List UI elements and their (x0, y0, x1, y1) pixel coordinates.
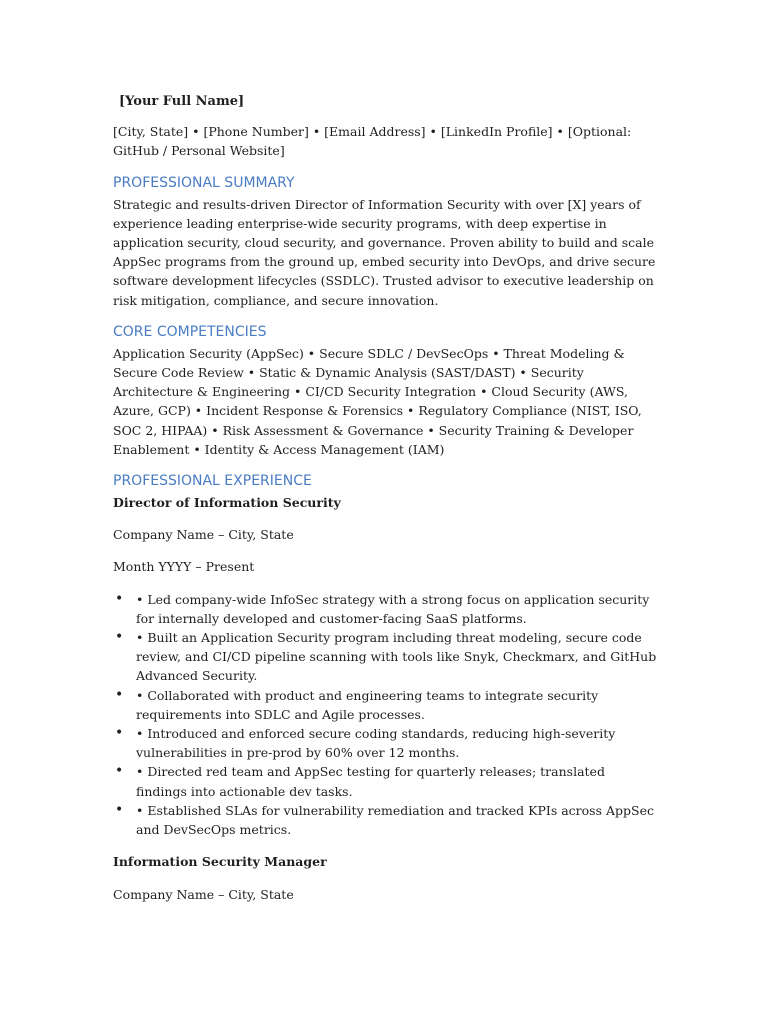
list-item (113, 628, 658, 686)
bullet-text: • Led company-wide InfoSec strategy with a strong focus on application security for internally developed and customer-facing SaaS platforms. (136, 591, 650, 626)
summary-text: Strategic and results-driven Director of Information Security with over [X] years of experience leading enterprise-wide security programs, with deep expertise in application security, cloud security, and governance. Proven ability to build and scale AppSec programs from the ground up, embed security into DevOps, and drive secure software development lifecycles (SSDLC). Trusted advisor to executive leadership on risk mitigation, compliance, and secure innovation. (113, 196, 656, 308)
job-title: Information Security Manager (113, 854, 327, 870)
competencies-heading: CORE COMPETENCIES (113, 323, 267, 340)
list-item (113, 590, 658, 628)
experience-heading: PROFESSIONAL EXPERIENCE (113, 473, 312, 490)
job-title: Director of Information Security (113, 495, 341, 511)
job-company: Company Name – City, State (113, 886, 294, 902)
list-item (113, 762, 658, 800)
list-item (113, 801, 658, 839)
full-name: [Your Full Name] (119, 94, 245, 109)
bullet-dot-icon: • (115, 629, 124, 646)
job-company: Company Name – City, State (113, 527, 294, 543)
bullet-text: • Introduced and enforced secure coding standards, reducing high-severity vulnerabilities in pre-prod by 60% over 12 months. (136, 726, 616, 761)
bullet-text: • Collaborated with product and engineering teams to integrate security requirements into SDLC and Agile processes. (136, 687, 599, 722)
bullet-text: • Directed red team and AppSec testing for quarterly releases; translated findings into actionable dev tasks. (136, 764, 605, 799)
job-bullets (113, 590, 658, 840)
competencies-text: Application Security (AppSec) • Secure SDLC / DevSecOps • Threat Modeling & Secure Code Review • Static & Dynamic Analysis (SAST/DAST) • Security Architecture & Engineering • CI/CD Security Integration • Cloud Security (AWS, Azure, GCP) • Incident Response & Forensics • Regulatory Compliance (NIST, ISO, SOC 2, HIPAA) • Risk Assessment & Governance • Security Training & Developer Enablement • Identity & Access Management (IAM) (113, 345, 642, 457)
summary-heading: PROFESSIONAL SUMMARY (113, 174, 295, 191)
bullet-dot-icon: • (115, 725, 124, 742)
bullet-text: • Built an Application Security program including threat modeling, secure code review, and CI/CD pipeline scanning with tools like Snyk, Checkmarx, and GitHub Advanced Security. (136, 630, 657, 684)
job-dates: Month YYYY – Present (113, 559, 255, 575)
list-item (113, 686, 658, 724)
job-entry (113, 493, 658, 839)
bullet-dot-icon: • (115, 686, 124, 703)
bullet-dot-icon: • (115, 801, 124, 818)
list-item (113, 724, 658, 762)
bullet-dot-icon: • (115, 763, 124, 780)
bullet-text: • Established SLAs for vulnerability remediation and tracked KPIs across AppSec and DevSecOps metrics. (136, 802, 654, 838)
job-entry (113, 852, 658, 903)
bullet-dot-icon: • (115, 590, 124, 607)
contact-line: [City, State] • [Phone Number] • [Email Address] • [LinkedIn Profile] • [Optional: GitHub / Personal Website] (113, 124, 632, 159)
